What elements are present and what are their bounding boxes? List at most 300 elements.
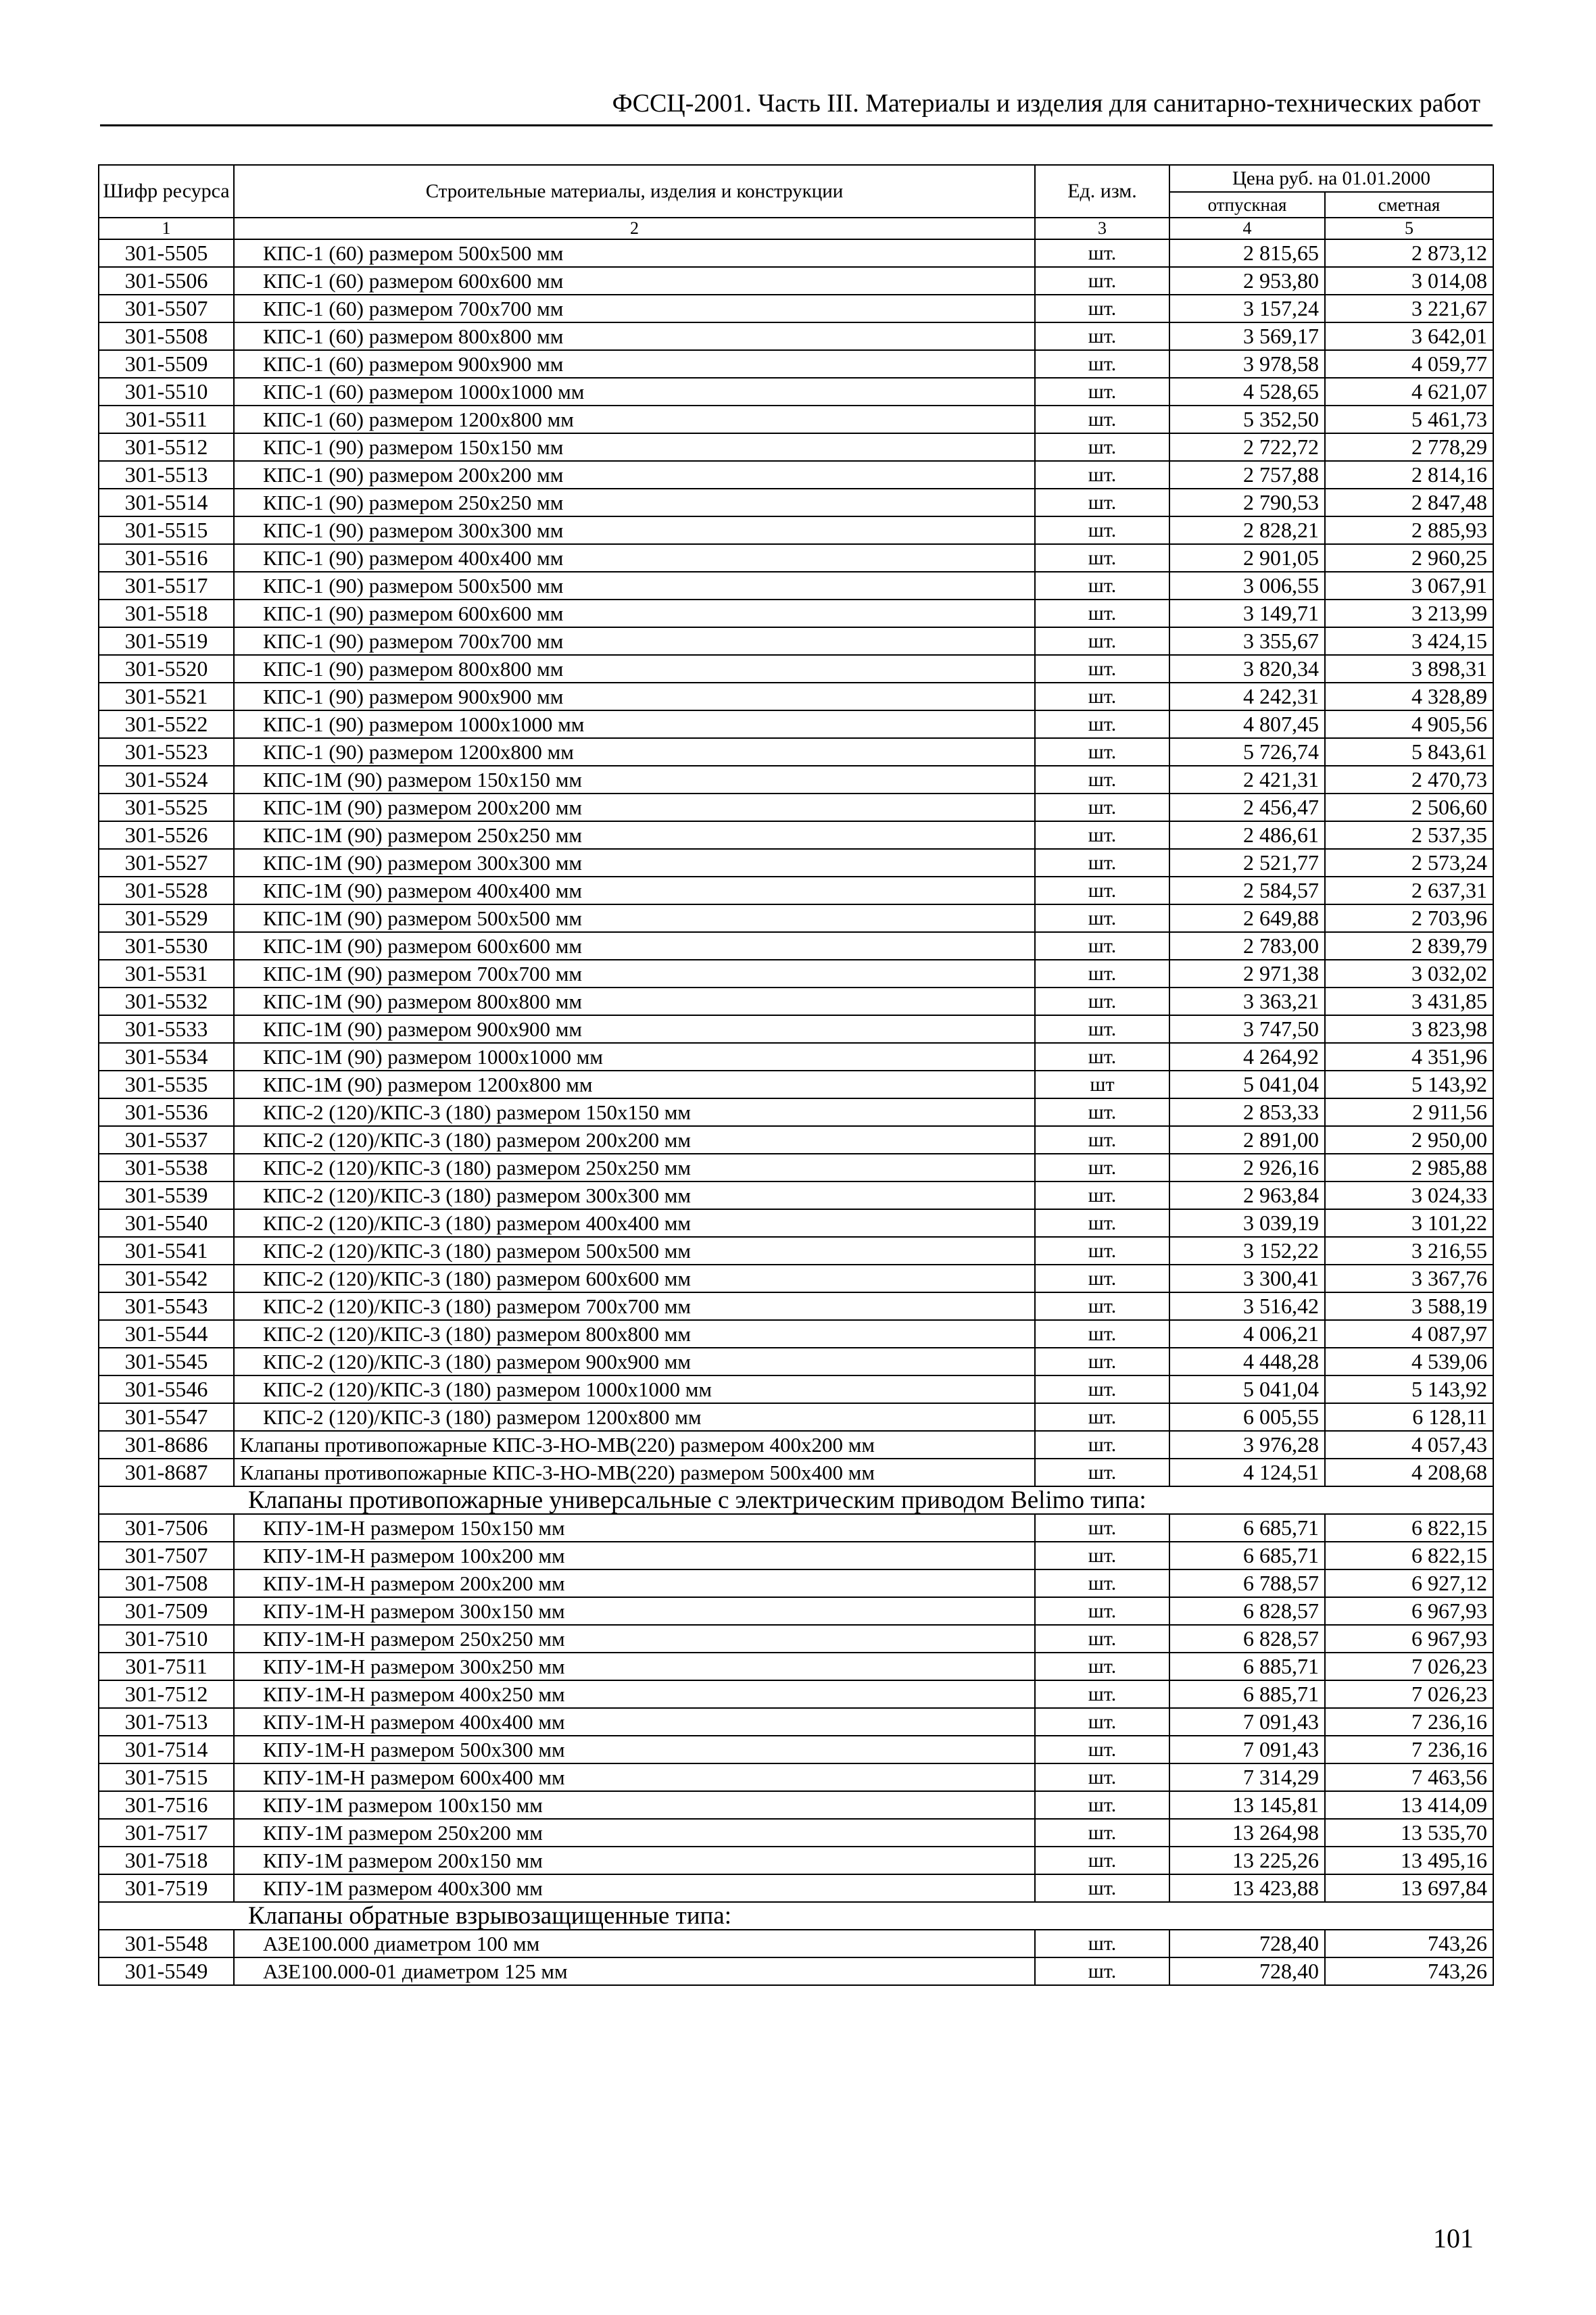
table-row — [99, 738, 1493, 766]
resource-code-cell: 301-5527 — [99, 849, 234, 877]
material-name-cell: КПУ-1М размером 400х300 мм — [234, 1874, 1035, 1902]
release-price-cell: 3 152,22 — [1169, 1237, 1325, 1265]
table-row — [99, 1708, 1493, 1736]
resource-code-cell: 301-5508 — [99, 322, 234, 350]
unit-cell: шт. — [1035, 516, 1169, 544]
estimate-price-cell: 2 885,93 — [1325, 516, 1493, 544]
estimate-price-cell: 2 573,24 — [1325, 849, 1493, 877]
material-name-cell: КПУ-1М-Н размером 200х200 мм — [234, 1569, 1035, 1597]
estimate-price-cell: 4 328,89 — [1325, 683, 1493, 710]
unit-cell: шт. — [1035, 378, 1169, 406]
unit-cell: шт. — [1035, 877, 1169, 904]
material-name-cell: КПС-2 (120)/КПС-3 (180) размером 300х300 мм — [234, 1181, 1035, 1209]
resource-code-cell: 301-5521 — [99, 683, 234, 710]
estimate-price-cell: 13 535,70 — [1325, 1819, 1493, 1847]
release-price-cell: 2 971,38 — [1169, 960, 1325, 988]
resource-code-cell: 301-5513 — [99, 461, 234, 489]
estimate-price-cell: 7 236,16 — [1325, 1736, 1493, 1763]
release-price-cell: 4 006,21 — [1169, 1320, 1325, 1348]
table-row — [99, 1653, 1493, 1680]
release-price-cell: 2 649,88 — [1169, 904, 1325, 932]
estimate-price-cell: 4 057,43 — [1325, 1431, 1493, 1459]
estimate-price-cell: 3 642,01 — [1325, 322, 1493, 350]
page-number: 101 — [1433, 2223, 1474, 2253]
estimate-price-cell: 2 814,16 — [1325, 461, 1493, 489]
resource-code-cell: 301-5520 — [99, 655, 234, 683]
release-price-cell: 4 242,31 — [1169, 683, 1325, 710]
material-name-cell: КПУ-1М-Н размером 500х300 мм — [234, 1736, 1035, 1763]
estimate-price-cell: 3 823,98 — [1325, 1015, 1493, 1043]
table-row — [99, 322, 1493, 350]
estimate-price-cell: 3 067,91 — [1325, 572, 1493, 600]
estimate-price-cell: 2 537,35 — [1325, 821, 1493, 849]
resource-code-cell: 301-5549 — [99, 1957, 234, 1985]
resource-code-cell: 301-5511 — [99, 406, 234, 433]
resource-code-cell: 301-5509 — [99, 350, 234, 378]
unit-cell: шт. — [1035, 1375, 1169, 1403]
estimate-price-cell: 2 950,00 — [1325, 1126, 1493, 1154]
resource-code-cell: 301-5526 — [99, 821, 234, 849]
unit-cell: шт. — [1035, 849, 1169, 877]
table-row — [99, 849, 1493, 877]
table-row — [99, 267, 1493, 295]
unit-cell: шт. — [1035, 932, 1169, 960]
material-name-cell: КПС-1 (90) размером 500х500 мм — [234, 572, 1035, 600]
material-name-cell: КПС-2 (120)/КПС-3 (180) размером 250х250 мм — [234, 1154, 1035, 1181]
unit-cell: шт. — [1035, 461, 1169, 489]
table-row — [99, 1292, 1493, 1320]
release-price-cell: 3 157,24 — [1169, 295, 1325, 322]
resource-code-cell: 301-5531 — [99, 960, 234, 988]
table-row — [99, 683, 1493, 710]
table-row — [99, 1209, 1493, 1237]
unit-cell: шт. — [1035, 1320, 1169, 1348]
unit-cell: шт. — [1035, 1569, 1169, 1597]
table-row — [99, 239, 1493, 267]
material-name-cell: КПС-1М (90) размером 600х600 мм — [234, 932, 1035, 960]
material-name-cell: КПУ-1М-Н размером 300х250 мм — [234, 1653, 1035, 1680]
unit-cell: шт. — [1035, 960, 1169, 988]
estimate-price-cell: 7 236,16 — [1325, 1708, 1493, 1736]
release-price-cell: 2 828,21 — [1169, 516, 1325, 544]
unit-cell: шт. — [1035, 794, 1169, 821]
table-body — [99, 239, 1493, 1985]
estimate-price-cell: 4 059,77 — [1325, 350, 1493, 378]
material-name-cell: КПУ-1М размером 200х150 мм — [234, 1847, 1035, 1874]
table-row — [99, 544, 1493, 572]
release-price-cell: 2 953,80 — [1169, 267, 1325, 295]
unit-cell: шт. — [1035, 1819, 1169, 1847]
material-name-cell: КПС-1 (90) размером 300х300 мм — [234, 516, 1035, 544]
col-header-release-price: отпускная — [1169, 192, 1325, 218]
table-row — [99, 1320, 1493, 1348]
release-price-cell: 3 363,21 — [1169, 988, 1325, 1015]
material-name-cell: КПС-1 (60) размером 900х900 мм — [234, 350, 1035, 378]
estimate-price-cell: 3 367,76 — [1325, 1265, 1493, 1292]
material-name-cell: КПС-2 (120)/КПС-3 (180) размером 900х900 мм — [234, 1348, 1035, 1375]
release-price-cell: 6 788,57 — [1169, 1569, 1325, 1597]
material-name-cell: КПС-1М (90) размером 300х300 мм — [234, 849, 1035, 877]
estimate-price-cell: 13 495,16 — [1325, 1847, 1493, 1874]
release-price-cell: 13 145,81 — [1169, 1791, 1325, 1819]
table-row — [99, 877, 1493, 904]
unit-cell: шт. — [1035, 1847, 1169, 1874]
unit-cell: шт. — [1035, 627, 1169, 655]
release-price-cell: 728,40 — [1169, 1930, 1325, 1957]
estimate-price-cell: 13 414,09 — [1325, 1791, 1493, 1819]
table-row — [99, 1126, 1493, 1154]
unit-cell: шт. — [1035, 350, 1169, 378]
material-name-cell: Клапаны противопожарные КПС-3-НО-МВ(220) размером 500х400 мм — [234, 1459, 1035, 1486]
material-name-cell: КПУ-1М-Н размером 250х250 мм — [234, 1625, 1035, 1653]
section-title: Клапаны обратные взрывозащищенные типа: — [99, 1902, 1493, 1930]
material-name-cell: КПУ-1М-Н размером 600х400 мм — [234, 1763, 1035, 1791]
estimate-price-cell: 3 032,02 — [1325, 960, 1493, 988]
release-price-cell: 2 891,00 — [1169, 1126, 1325, 1154]
estimate-price-cell: 6 822,15 — [1325, 1542, 1493, 1569]
unit-cell: шт. — [1035, 1126, 1169, 1154]
unit-cell: шт. — [1035, 683, 1169, 710]
estimate-price-cell: 4 621,07 — [1325, 378, 1493, 406]
resource-code-cell: 301-5507 — [99, 295, 234, 322]
table-row — [99, 1348, 1493, 1375]
unit-cell: шт. — [1035, 1043, 1169, 1071]
unit-cell: шт — [1035, 1071, 1169, 1098]
table-row — [99, 516, 1493, 544]
unit-cell: шт. — [1035, 433, 1169, 461]
material-name-cell: КПС-1 (90) размером 900х900 мм — [234, 683, 1035, 710]
release-price-cell: 2 486,61 — [1169, 821, 1325, 849]
release-price-cell: 6 885,71 — [1169, 1680, 1325, 1708]
table-row — [99, 988, 1493, 1015]
release-price-cell: 2 815,65 — [1169, 239, 1325, 267]
resource-code-cell: 301-5519 — [99, 627, 234, 655]
resource-code-cell: 301-5538 — [99, 1154, 234, 1181]
estimate-price-cell: 3 431,85 — [1325, 988, 1493, 1015]
section-title: Клапаны противопожарные универсальные с электрическим приводом Belimo типа: — [99, 1486, 1493, 1514]
release-price-cell: 2 521,77 — [1169, 849, 1325, 877]
resource-code-cell: 301-5532 — [99, 988, 234, 1015]
resource-code-cell: 301-8686 — [99, 1431, 234, 1459]
table-row — [99, 1569, 1493, 1597]
release-price-cell: 3 569,17 — [1169, 322, 1325, 350]
estimate-price-cell: 4 905,56 — [1325, 710, 1493, 738]
material-name-cell: КПС-1М (90) размером 1000х1000 мм — [234, 1043, 1035, 1071]
table-row — [99, 1930, 1493, 1957]
release-price-cell: 7 314,29 — [1169, 1763, 1325, 1791]
col-header-unit: Ед. изм. — [1035, 165, 1169, 218]
material-name-cell: КПУ-1М размером 100х150 мм — [234, 1791, 1035, 1819]
release-price-cell: 2 722,72 — [1169, 433, 1325, 461]
table-row — [99, 295, 1493, 322]
table-row — [99, 1459, 1493, 1486]
page-header-title: ФССЦ-2001. Часть III. Материалы и изделия для санитарно-технических работ — [612, 89, 1480, 118]
resource-code-cell: 301-5539 — [99, 1181, 234, 1209]
resource-code-cell: 301-7519 — [99, 1874, 234, 1902]
table-row — [99, 1403, 1493, 1431]
estimate-price-cell: 4 087,97 — [1325, 1320, 1493, 1348]
estimate-price-cell: 2 873,12 — [1325, 239, 1493, 267]
resource-code-cell: 301-5546 — [99, 1375, 234, 1403]
table-row — [99, 433, 1493, 461]
material-name-cell: КПС-1 (90) размером 1000х1000 мм — [234, 710, 1035, 738]
unit-cell: шт. — [1035, 1930, 1169, 1957]
table-row — [99, 1431, 1493, 1459]
col-number: 3 — [1035, 218, 1169, 239]
col-header-code: Шифр ресурса — [99, 165, 234, 218]
release-price-cell: 2 456,47 — [1169, 794, 1325, 821]
estimate-price-cell: 4 351,96 — [1325, 1043, 1493, 1071]
material-name-cell: КПС-2 (120)/КПС-3 (180) размером 800х800 мм — [234, 1320, 1035, 1348]
release-price-cell: 2 901,05 — [1169, 544, 1325, 572]
material-name-cell: КПУ-1М-Н размером 100х200 мм — [234, 1542, 1035, 1569]
unit-cell: шт. — [1035, 1237, 1169, 1265]
table-row — [99, 1542, 1493, 1569]
release-price-cell: 13 225,26 — [1169, 1847, 1325, 1874]
material-name-cell: КПС-1 (90) размером 700х700 мм — [234, 627, 1035, 655]
estimate-price-cell: 2 506,60 — [1325, 794, 1493, 821]
material-name-cell: КПС-1 (60) размером 700х700 мм — [234, 295, 1035, 322]
resource-code-cell: 301-5522 — [99, 710, 234, 738]
table-row — [99, 1043, 1493, 1071]
unit-cell: шт. — [1035, 1209, 1169, 1237]
material-name-cell: КПС-1 (60) размером 1000х1000 мм — [234, 378, 1035, 406]
table-row — [99, 1819, 1493, 1847]
table-row — [99, 655, 1493, 683]
table-row — [99, 932, 1493, 960]
estimate-price-cell: 3 101,22 — [1325, 1209, 1493, 1237]
unit-cell: шт. — [1035, 1514, 1169, 1542]
material-name-cell: КПС-1М (90) размером 500х500 мм — [234, 904, 1035, 932]
table-row — [99, 1154, 1493, 1181]
material-name-cell: АЗЕ100.000-01 диаметром 125 мм — [234, 1957, 1035, 1985]
release-price-cell: 5 352,50 — [1169, 406, 1325, 433]
estimate-price-cell: 6 967,93 — [1325, 1597, 1493, 1625]
material-name-cell: КПУ-1М-Н размером 400х250 мм — [234, 1680, 1035, 1708]
resource-code-cell: 301-7511 — [99, 1653, 234, 1680]
estimate-price-cell: 2 703,96 — [1325, 904, 1493, 932]
resource-code-cell: 301-5543 — [99, 1292, 234, 1320]
table-row — [99, 1680, 1493, 1708]
table-row — [99, 1736, 1493, 1763]
estimate-price-cell: 3 221,67 — [1325, 295, 1493, 322]
release-price-cell: 3 820,34 — [1169, 655, 1325, 683]
table-row — [99, 1015, 1493, 1043]
material-name-cell: КПС-1 (90) размером 800х800 мм — [234, 655, 1035, 683]
table-row — [99, 821, 1493, 849]
material-name-cell: КПС-1М (90) размером 700х700 мм — [234, 960, 1035, 988]
unit-cell: шт. — [1035, 710, 1169, 738]
release-price-cell: 7 091,43 — [1169, 1708, 1325, 1736]
resource-code-cell: 301-5516 — [99, 544, 234, 572]
unit-cell: шт. — [1035, 1542, 1169, 1569]
unit-cell: шт. — [1035, 1680, 1169, 1708]
resource-code-cell: 301-5537 — [99, 1126, 234, 1154]
resource-code-cell: 301-7513 — [99, 1708, 234, 1736]
estimate-price-cell: 4 208,68 — [1325, 1459, 1493, 1486]
unit-cell: шт. — [1035, 738, 1169, 766]
unit-cell: шт. — [1035, 1625, 1169, 1653]
estimate-price-cell: 5 843,61 — [1325, 738, 1493, 766]
resource-code-cell: 301-5548 — [99, 1930, 234, 1957]
unit-cell: шт. — [1035, 904, 1169, 932]
material-name-cell: КПС-1 (90) размером 400х400 мм — [234, 544, 1035, 572]
table-row — [99, 1874, 1493, 1902]
price-table — [98, 164, 1494, 1986]
unit-cell: шт. — [1035, 1265, 1169, 1292]
resource-code-cell: 301-5517 — [99, 572, 234, 600]
estimate-price-cell: 13 697,84 — [1325, 1874, 1493, 1902]
table-row — [99, 1237, 1493, 1265]
unit-cell: шт. — [1035, 267, 1169, 295]
release-price-cell: 3 978,58 — [1169, 350, 1325, 378]
resource-code-cell: 301-5523 — [99, 738, 234, 766]
resource-code-cell: 301-5524 — [99, 766, 234, 794]
table-row — [99, 1763, 1493, 1791]
release-price-cell: 2 421,31 — [1169, 766, 1325, 794]
release-price-cell: 4 264,92 — [1169, 1043, 1325, 1071]
table-row — [99, 461, 1493, 489]
unit-cell: шт. — [1035, 1348, 1169, 1375]
release-price-cell: 3 516,42 — [1169, 1292, 1325, 1320]
material-name-cell: КПС-1М (90) размером 200х200 мм — [234, 794, 1035, 821]
release-price-cell: 3 006,55 — [1169, 572, 1325, 600]
material-name-cell: КПС-1 (90) размером 250х250 мм — [234, 489, 1035, 516]
release-price-cell: 2 926,16 — [1169, 1154, 1325, 1181]
unit-cell: шт. — [1035, 821, 1169, 849]
unit-cell: шт. — [1035, 1874, 1169, 1902]
estimate-price-cell: 743,26 — [1325, 1930, 1493, 1957]
table-row — [99, 1375, 1493, 1403]
estimate-price-cell: 3 014,08 — [1325, 267, 1493, 295]
estimate-price-cell: 3 213,99 — [1325, 600, 1493, 627]
header-rule — [100, 124, 1493, 126]
unit-cell: шт. — [1035, 1403, 1169, 1431]
release-price-cell: 6 828,57 — [1169, 1597, 1325, 1625]
resource-code-cell: 301-7506 — [99, 1514, 234, 1542]
resource-code-cell: 301-5547 — [99, 1403, 234, 1431]
resource-code-cell: 301-5530 — [99, 932, 234, 960]
resource-code-cell: 301-7508 — [99, 1569, 234, 1597]
unit-cell: шт. — [1035, 1653, 1169, 1680]
unit-cell: шт. — [1035, 1459, 1169, 1486]
table-row — [99, 1265, 1493, 1292]
col-number: 1 — [99, 218, 234, 239]
table-row — [99, 766, 1493, 794]
estimate-price-cell: 3 588,19 — [1325, 1292, 1493, 1320]
release-price-cell: 728,40 — [1169, 1957, 1325, 1985]
table-row — [99, 1181, 1493, 1209]
resource-code-cell: 301-8687 — [99, 1459, 234, 1486]
unit-cell: шт. — [1035, 1791, 1169, 1819]
resource-code-cell: 301-7517 — [99, 1819, 234, 1847]
material-name-cell: КПС-1М (90) размером 250х250 мм — [234, 821, 1035, 849]
material-name-cell: КПС-1 (60) размером 500х500 мм — [234, 239, 1035, 267]
table-row — [99, 489, 1493, 516]
table-row — [99, 904, 1493, 932]
release-price-cell: 2 783,00 — [1169, 932, 1325, 960]
estimate-price-cell: 5 143,92 — [1325, 1375, 1493, 1403]
table-row — [99, 572, 1493, 600]
release-price-cell: 5 726,74 — [1169, 738, 1325, 766]
release-price-cell: 6 685,71 — [1169, 1542, 1325, 1569]
col-header-price: Цена руб. на 01.01.2000 — [1169, 165, 1493, 192]
table-row — [99, 710, 1493, 738]
unit-cell: шт. — [1035, 1597, 1169, 1625]
release-price-cell: 13 264,98 — [1169, 1819, 1325, 1847]
estimate-price-cell: 5 461,73 — [1325, 406, 1493, 433]
material-name-cell: КПС-1М (90) размером 150х150 мм — [234, 766, 1035, 794]
material-name-cell: КПС-2 (120)/КПС-3 (180) размером 500х500 мм — [234, 1237, 1035, 1265]
estimate-price-cell: 2 960,25 — [1325, 544, 1493, 572]
estimate-price-cell: 6 822,15 — [1325, 1514, 1493, 1542]
release-price-cell: 7 091,43 — [1169, 1736, 1325, 1763]
unit-cell: шт. — [1035, 489, 1169, 516]
estimate-price-cell: 7 026,23 — [1325, 1653, 1493, 1680]
release-price-cell: 2 757,88 — [1169, 461, 1325, 489]
col-number: 4 — [1169, 218, 1325, 239]
estimate-price-cell: 2 985,88 — [1325, 1154, 1493, 1181]
table-row — [99, 378, 1493, 406]
material-name-cell: КПС-1 (90) размером 200х200 мм — [234, 461, 1035, 489]
estimate-price-cell: 5 143,92 — [1325, 1071, 1493, 1098]
release-price-cell: 2 963,84 — [1169, 1181, 1325, 1209]
resource-code-cell: 301-5515 — [99, 516, 234, 544]
resource-code-cell: 301-5506 — [99, 267, 234, 295]
col-header-name: Строительные материалы, изделия и конструкции — [234, 165, 1035, 218]
resource-code-cell: 301-5536 — [99, 1098, 234, 1126]
table-row — [99, 350, 1493, 378]
estimate-price-cell: 2 470,73 — [1325, 766, 1493, 794]
material-name-cell: КПС-1 (90) размером 1200х800 мм — [234, 738, 1035, 766]
material-name-cell: КПС-2 (120)/КПС-3 (180) размером 400х400 мм — [234, 1209, 1035, 1237]
release-price-cell: 3 976,28 — [1169, 1431, 1325, 1459]
material-name-cell: КПУ-1М-Н размером 400х400 мм — [234, 1708, 1035, 1736]
estimate-price-cell: 3 424,15 — [1325, 627, 1493, 655]
table-row — [99, 627, 1493, 655]
material-name-cell: КПУ-1М-Н размером 300х150 мм — [234, 1597, 1035, 1625]
table-row — [99, 1791, 1493, 1819]
release-price-cell: 6 828,57 — [1169, 1625, 1325, 1653]
unit-cell: шт. — [1035, 1015, 1169, 1043]
release-price-cell: 3 149,71 — [1169, 600, 1325, 627]
estimate-price-cell: 2 637,31 — [1325, 877, 1493, 904]
resource-code-cell: 301-5540 — [99, 1209, 234, 1237]
release-price-cell: 4 807,45 — [1169, 710, 1325, 738]
material-name-cell: КПУ-1М-Н размером 150х150 мм — [234, 1514, 1035, 1542]
table-row — [99, 1957, 1493, 1985]
estimate-price-cell: 2 911,56 — [1325, 1098, 1493, 1126]
material-name-cell: КПС-1 (90) размером 600х600 мм — [234, 600, 1035, 627]
table-row — [99, 1514, 1493, 1542]
section-row — [99, 1902, 1493, 1930]
release-price-cell: 13 423,88 — [1169, 1874, 1325, 1902]
resource-code-cell: 301-5534 — [99, 1043, 234, 1071]
release-price-cell: 6 005,55 — [1169, 1403, 1325, 1431]
resource-code-cell: 301-5529 — [99, 904, 234, 932]
estimate-price-cell: 6 927,12 — [1325, 1569, 1493, 1597]
estimate-price-cell: 3 898,31 — [1325, 655, 1493, 683]
resource-code-cell: 301-7515 — [99, 1763, 234, 1791]
col-number: 2 — [234, 218, 1035, 239]
estimate-price-cell: 2 778,29 — [1325, 433, 1493, 461]
material-name-cell: КПС-1М (90) размером 900х900 мм — [234, 1015, 1035, 1043]
release-price-cell: 6 885,71 — [1169, 1653, 1325, 1680]
estimate-price-cell: 3 024,33 — [1325, 1181, 1493, 1209]
resource-code-cell: 301-7514 — [99, 1736, 234, 1763]
unit-cell: шт. — [1035, 322, 1169, 350]
material-name-cell: Клапаны противопожарные КПС-3-НО-МВ(220) размером 400х200 мм — [234, 1431, 1035, 1459]
